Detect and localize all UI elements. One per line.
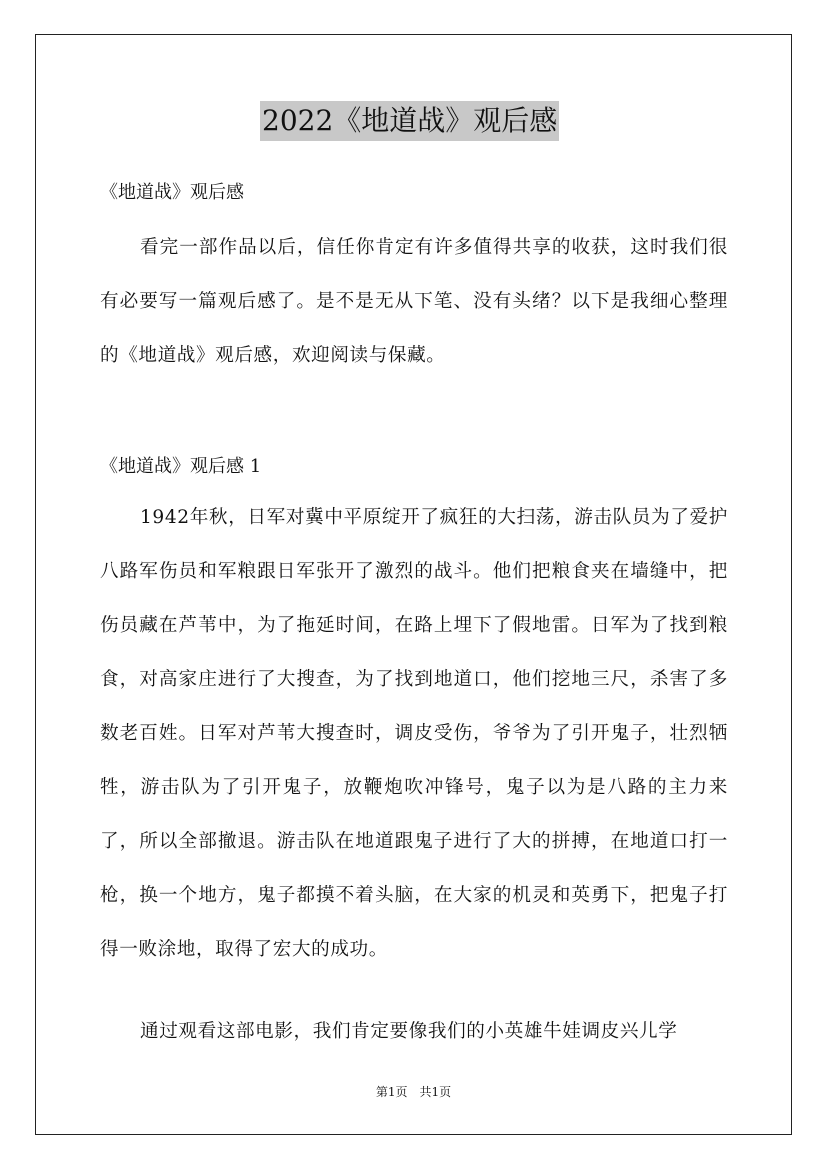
body-paragraph-1: 1942年秋，日军对冀中平原绽开了疯狂的大扫荡，游击队员为了爱护八路军伤员和军粮跟日军张开了激烈的战斗。他们把粮食夹在墙缝中，把伤员藏在芦苇中，为了拖延时间，在路上埋下了假地雷。日军为了找到粮食，对高家庄进行了大搜查，为了找到地道口，他们挖地三尺，杀害了多数老百姓。日军对芦苇大搜查时，调皮受伤，爷爷为了引开鬼子，壮烈牺牲，游击队为了引开鬼子，放鞭炮吹冲锋号，鬼子以为是八路的主力来了，所以全部撤退。游击队在地道跟鬼子进行了大的拼搏，在地道口打一枪，换一个地方，鬼子都摸不着头脑，在大家的机灵和英勇下，把鬼子打得一败涂地，取得了宏大的成功。	[100, 507, 728, 960]
page-number-footer: 第1页 共1页	[375, 1085, 452, 1099]
body-paragraph-2: 通过观看这部电影，我们肯定要像我们的小英雄牛娃调皮兴儿学	[140, 1021, 678, 1042]
intro-paragraph: 看完一部作品以后，信任你肯定有许多值得共享的收获，这时我们很有必要写一篇观后感了。是不是无从下笔、没有头绪？以下是我细心整理的《地道战》观后感，欢迎阅读与保藏。	[100, 237, 728, 366]
document-title: 2022《地道战》观后感	[260, 101, 559, 141]
section-heading-intro: 《地道战》观后感	[100, 182, 244, 203]
section-heading-review-1: 《地道战》观后感 1	[100, 456, 262, 477]
